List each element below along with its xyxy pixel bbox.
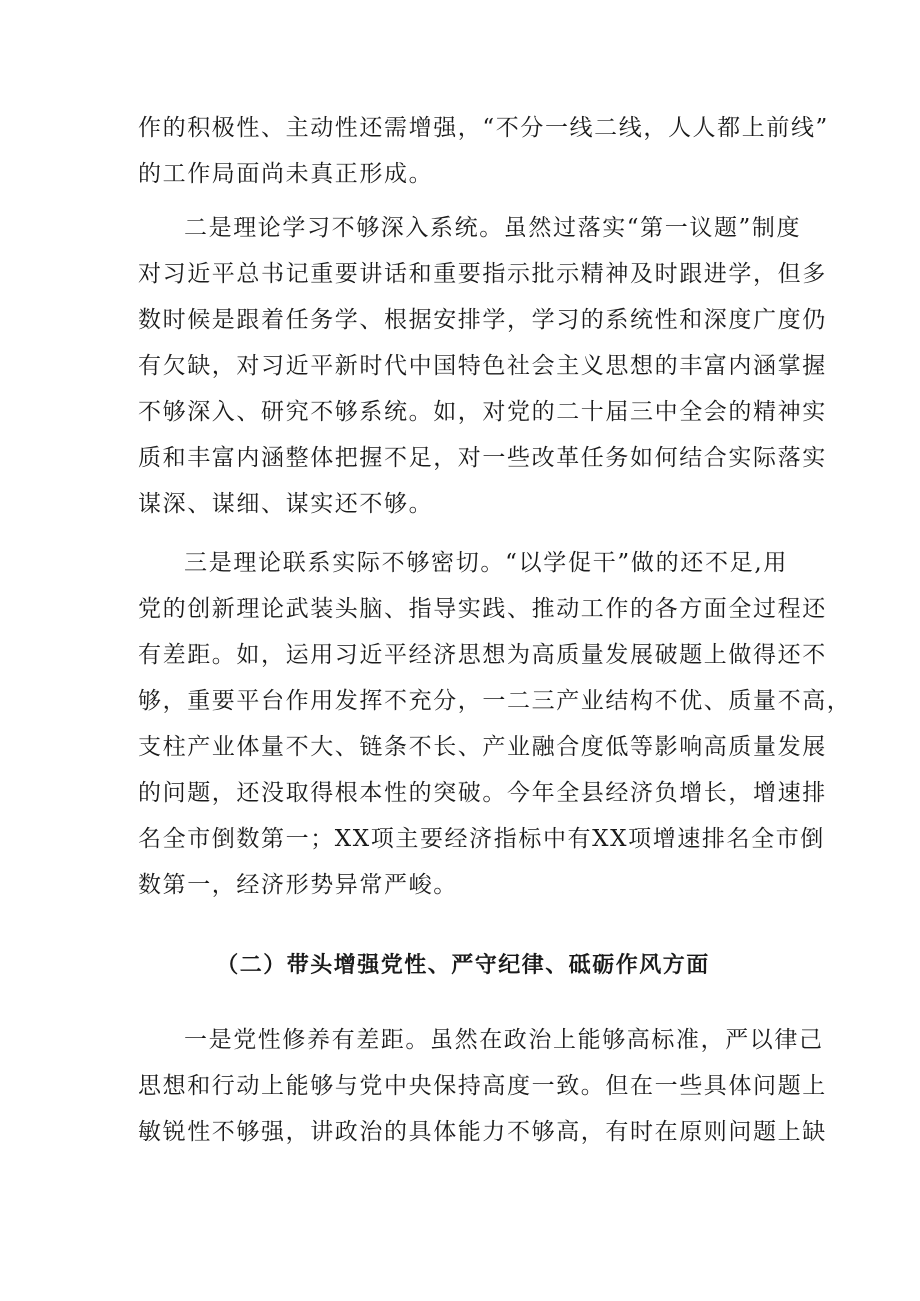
paragraph-continuation bbox=[138, 105, 829, 197]
text-line: 有差距。如，运用习近平经济思想为高质量发展破题上做得还不 bbox=[138, 642, 827, 668]
text-line: 不够深入、研究不够系统。如，对党的二十届三中全会的精神实 bbox=[138, 399, 827, 425]
text-line: 党的创新理论武装头脑、指导实践、推动工作的各方面全过程还 bbox=[138, 596, 827, 622]
text-line: 有欠缺，对习近平新时代中国特色社会主义思想的丰富内涵掌握 bbox=[138, 353, 827, 379]
text-line: 的问题，还没取得根本性的突破。今年全县经济负增长，增速排 bbox=[138, 780, 827, 806]
text-line: 数时候是跟着任务学、根据安排学，学习的系统性和深度广度仍 bbox=[138, 307, 827, 333]
text-line: 一是党性修养有差距。虽然在政治上能够高标准，严以律己 bbox=[184, 1027, 824, 1053]
text-line: 够，重要平台作用发挥不充分，一二三产业结构不优、质量不高， bbox=[138, 688, 852, 714]
text-line: 对习近平总书记重要讲话和重要指示批示精神及时跟进学，但多 bbox=[138, 261, 827, 287]
text-line: 敏锐性不够强，讲政治的具体能力不够高，有时在原则问题上缺 bbox=[138, 1119, 827, 1145]
text-line: 质和丰富内涵整体把握不足，对一些改革任务如何结合实际落实 bbox=[138, 445, 827, 471]
paragraph-theory-practice bbox=[138, 540, 852, 908]
paragraph-theory-study bbox=[138, 205, 827, 527]
text-line: 三是理论联系实际不够密切。“以学促干”做的还不足,用 bbox=[184, 550, 788, 576]
text-line: 支柱产业体量不大、链条不长、产业融合度低等影响高质量发展 bbox=[138, 734, 827, 760]
text-line: 数第一，经济形势异常严峻。 bbox=[138, 872, 458, 898]
text-line: 作的积极性、主动性还需增强，“不分一线二线，人人都上前线” bbox=[138, 115, 829, 141]
text-line: 思想和行动上能够与党中央保持高度一致。但在一些具体问题上 bbox=[138, 1073, 827, 1099]
section-heading: （二）带头增强党性、严守纪律、砥砺作风方面 bbox=[216, 953, 710, 978]
text-line: 二是理论学习不够深入系统。虽然过落实“第一议题”制度 bbox=[184, 215, 802, 241]
text-line: 的工作局面尚未真正形成。 bbox=[138, 161, 434, 187]
text-line: 谋深、谋细、谋实还不够。 bbox=[138, 491, 434, 517]
paragraph-party-spirit bbox=[138, 1017, 827, 1155]
text-line: 名全市倒数第一；XX项主要经济指标中有XX项增速排名全市倒 bbox=[138, 826, 825, 852]
